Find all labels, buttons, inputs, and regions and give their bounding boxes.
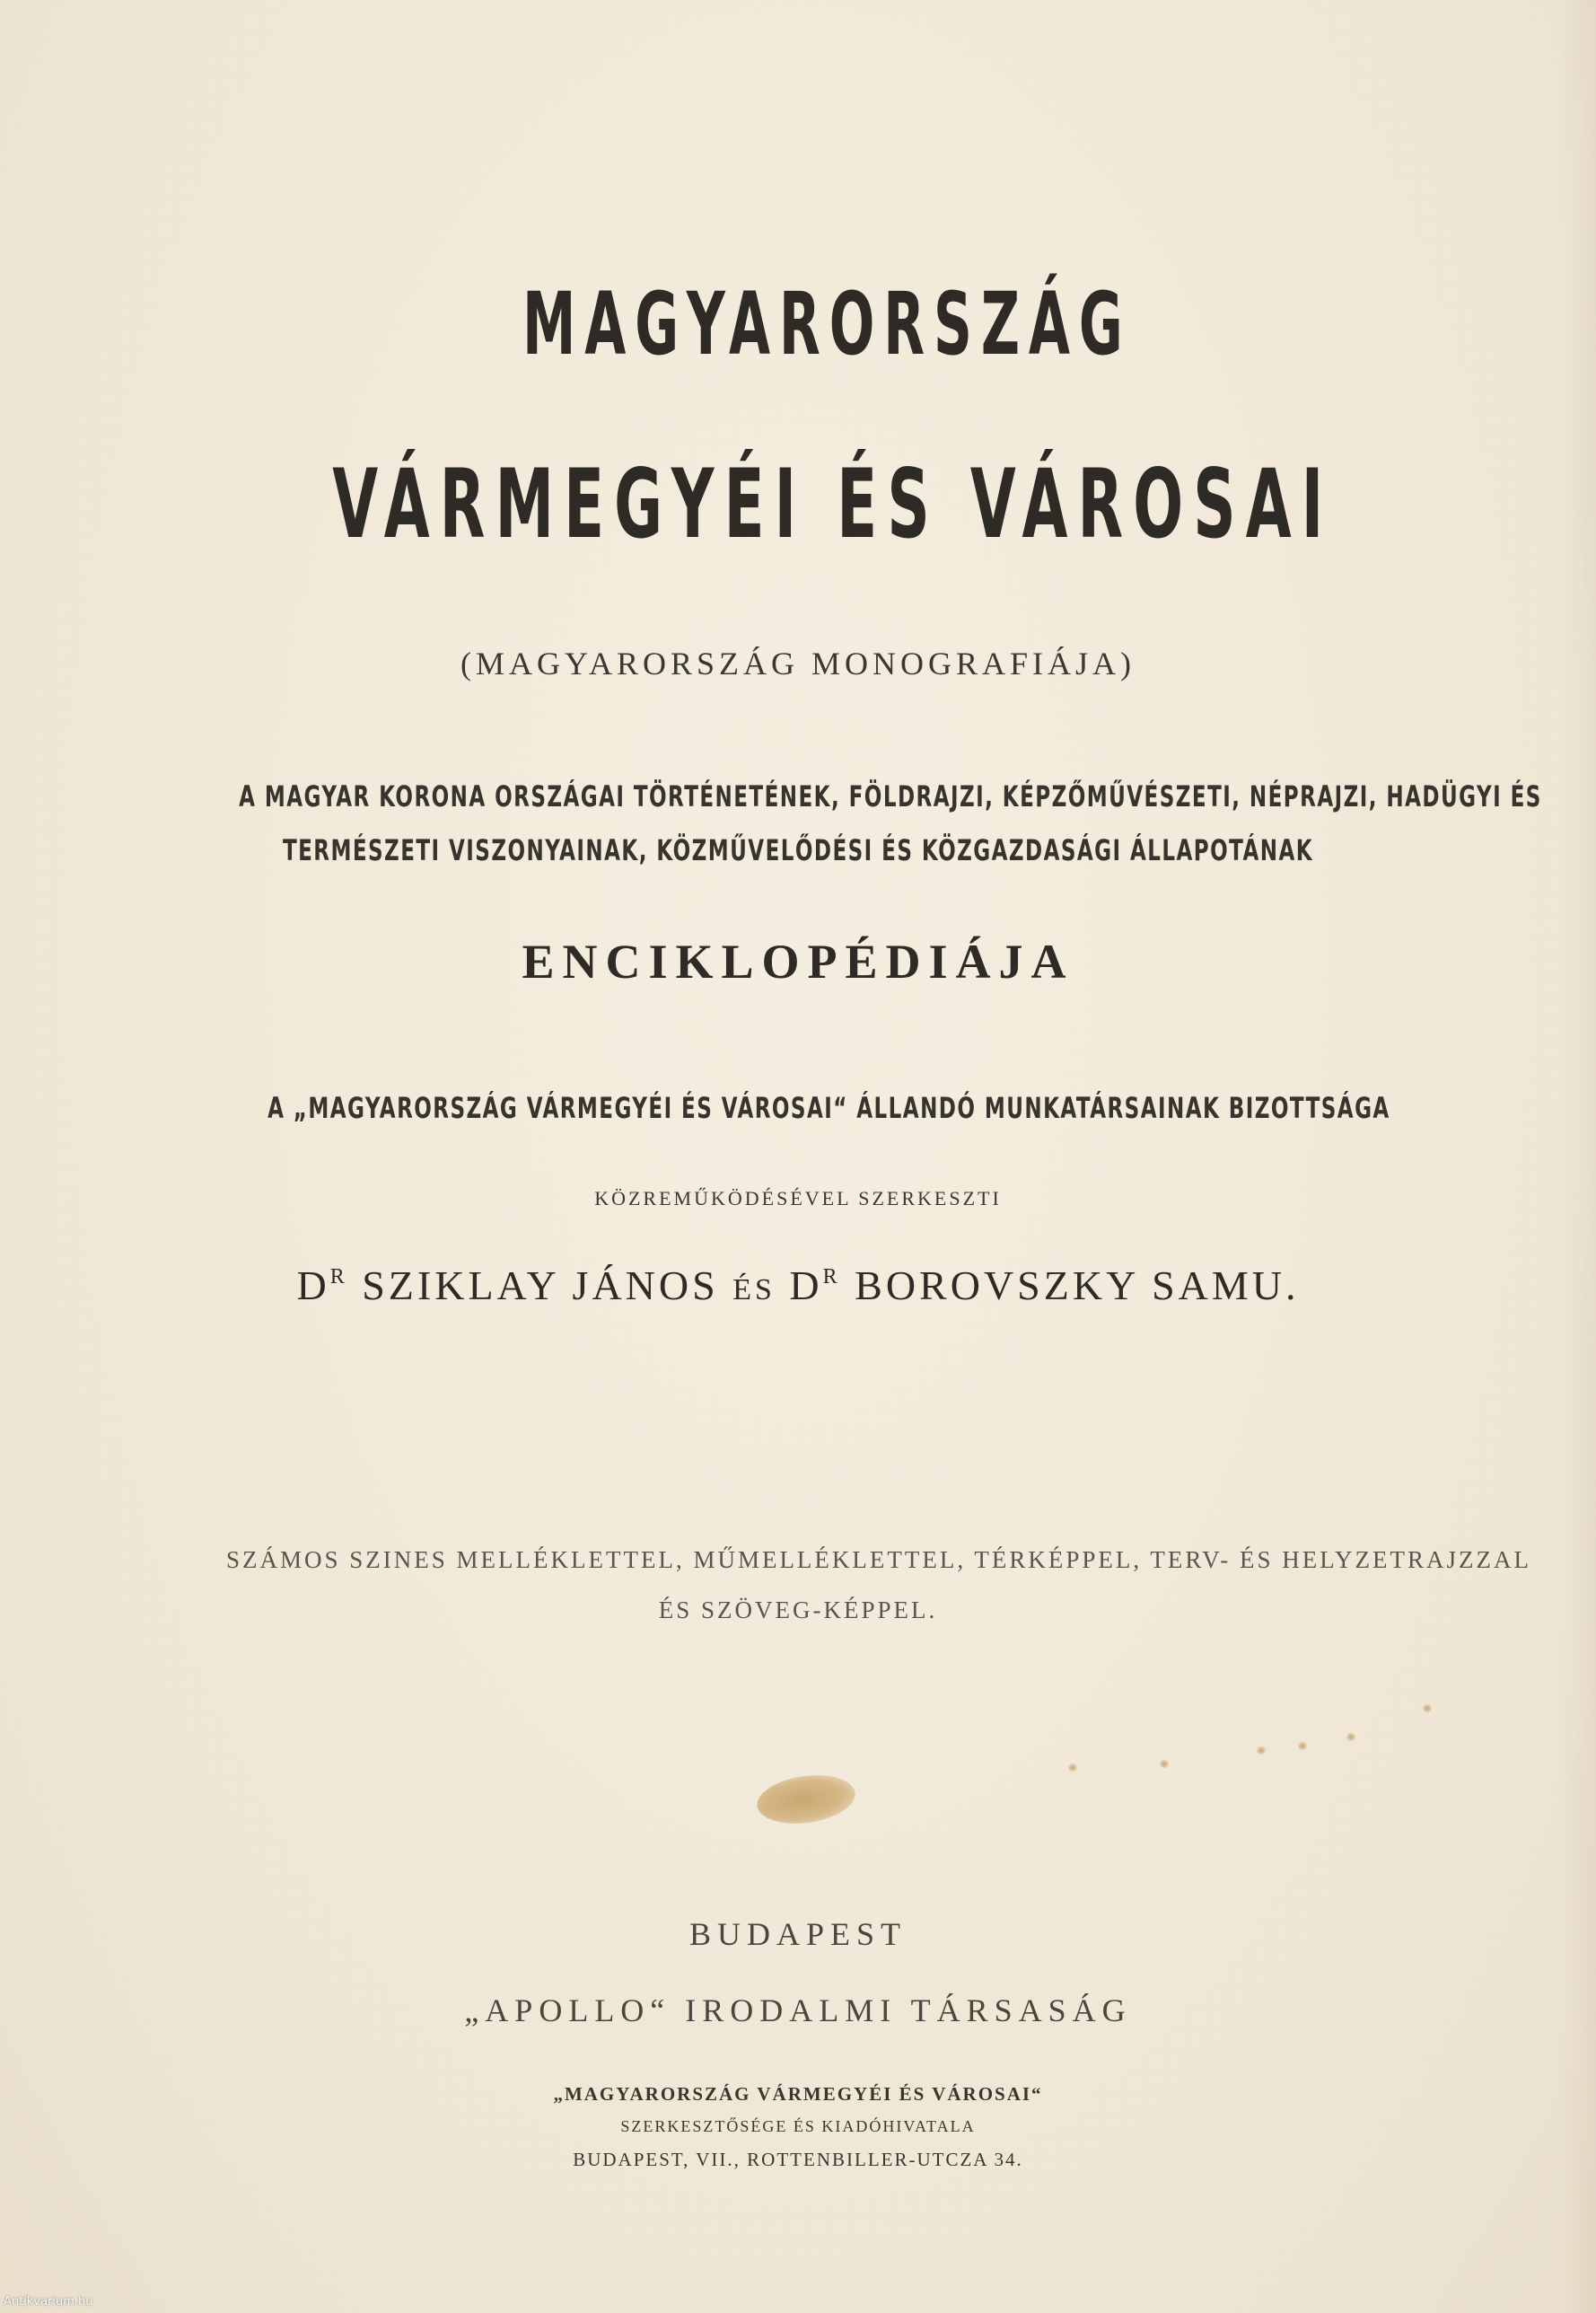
page-edge-shade xyxy=(1560,0,1596,2313)
foxing-spot xyxy=(1068,1763,1077,1772)
description-line-2: TERMÉSZETI VISZONYAINAK, KÖZMŰVELŐDÉSI ÉS KÖZGAZDASÁGI ÁLLAPOTÁNAK xyxy=(282,833,1314,867)
editor2-sup: R xyxy=(822,1265,841,1288)
foxing-spot xyxy=(1298,1742,1307,1750)
illustrations-line-2: ÉS SZÖVEG-KÉPPEL. xyxy=(658,1596,938,1623)
editor1-sup: R xyxy=(329,1265,348,1288)
watermark: Antikvarium.hu xyxy=(4,2295,93,2309)
title-line-2: VÁRMEGYÉI ÉS VÁROSAI xyxy=(332,449,1334,559)
editor2-prefix: D xyxy=(789,1262,823,1308)
encyclopedia-heading: ENCIKLOPÉDIÁJA xyxy=(522,935,1074,989)
conjunction: ÉS xyxy=(732,1273,776,1306)
publication-city: BUDAPEST xyxy=(688,1916,908,1952)
subtitle: (MAGYARORSZÁG MONOGRAFIÁJA) xyxy=(460,646,1136,682)
description-line-1: A MAGYAR KORONA ORSZÁGAI TÖRTÉNETÉNEK, FÖLDRAJZI, KÉPZŐMŰVÉSZETI, NÉPRAJZI, HADÜGYI ÉS xyxy=(239,779,1542,814)
illustrations-line-1: SZÁMOS SZINES MELLÉKLETTEL, MŰMELLÉKLETTEL, TÉRKÉPPEL, TERV- ÉS HELYZETRAJZZAL xyxy=(225,1546,1532,1573)
foxing-spot xyxy=(1257,1746,1266,1755)
title-line-1: MAGYARORSZÁG xyxy=(522,274,1132,374)
editor1-name: SZIKLAY JÁNOS xyxy=(362,1262,719,1308)
editor1-prefix: D xyxy=(296,1262,330,1308)
foxing-spot xyxy=(1423,1704,1432,1712)
editors-line xyxy=(0,1262,1596,1309)
foxing-stain xyxy=(754,1770,858,1830)
foxing-spot xyxy=(1346,1733,1355,1741)
foxing-spot xyxy=(1160,1760,1169,1768)
editor2-name: BOROVSZKY SAMU. xyxy=(855,1262,1300,1308)
imprint-line-3: BUDAPEST, VII., ROTTENBILLER-UTCZA 34. xyxy=(573,2149,1023,2170)
imprint-line-2: SZERKESZTŐSÉGE ÉS KIADÓHIVATALA xyxy=(620,2117,976,2135)
publisher: „APOLLO“ IRODALMI TÁRSASÁG xyxy=(464,1992,1132,2028)
edited-by-line: KÖZREMŰKÖDÉSÉVEL SZERKESZTI xyxy=(594,1187,1002,1209)
committee-line: A „MAGYARORSZÁG VÁRMEGYÉI ÉS VÁROSAI“ ÁLLANDÓ MUNKATÁRSAINAK BIZOTTSÁGA xyxy=(267,1091,1390,1125)
imprint-line-1: „MAGYARORSZÁG VÁRMEGYÉI ÉS VÁROSAI“ xyxy=(553,2083,1043,2105)
